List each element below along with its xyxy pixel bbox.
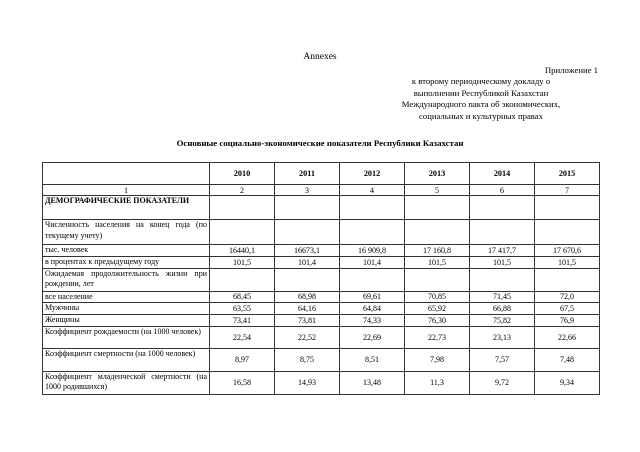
- cell-value: [210, 220, 275, 245]
- cell-value: [405, 196, 470, 220]
- cell-value: 68,98: [275, 291, 340, 303]
- cell-value: 101,5: [535, 257, 600, 269]
- year-header-cell: 2012: [340, 163, 405, 185]
- cell-value: 22,52: [275, 326, 340, 348]
- row-label: ДЕМОГРАФИЧЕСКИЕ ПОКАЗАТЕЛИ: [43, 196, 210, 220]
- appendix-line: социальных и культурных правах: [419, 110, 543, 121]
- cell-value: 8,51: [340, 348, 405, 371]
- cell-value: 73,81: [275, 314, 340, 326]
- row-label: Женщины: [43, 314, 210, 326]
- row-label: все население: [43, 291, 210, 303]
- cell-value: 101,5: [405, 257, 470, 269]
- cell-value: 22,73: [405, 326, 470, 348]
- year-header-cell: 2015: [535, 163, 600, 185]
- cell-value: 101,4: [340, 257, 405, 269]
- cell-value: 101,5: [470, 257, 535, 269]
- column-number-cell: 7: [535, 185, 600, 196]
- row-label: в процентах к предыдущему году: [43, 257, 210, 269]
- cell-value: 64,84: [340, 303, 405, 315]
- cell-value: 8,75: [275, 348, 340, 371]
- cell-value: 74,33: [340, 314, 405, 326]
- cell-value: 13,48: [340, 371, 405, 394]
- cell-value: [470, 220, 535, 245]
- indicators-table: [42, 162, 600, 395]
- cell-value: 7,57: [470, 348, 535, 371]
- table-row: [43, 303, 600, 315]
- cell-value: 16673,1: [275, 245, 340, 257]
- column-number-cell: 6: [470, 185, 535, 196]
- row-label: Численность населения на конец года (по текущему учету): [43, 220, 210, 245]
- cell-value: 7,48: [535, 348, 600, 371]
- year-header-row: [43, 163, 600, 185]
- table-body: [43, 196, 600, 395]
- cell-value: [210, 268, 275, 291]
- cell-value: 75,82: [470, 314, 535, 326]
- cell-value: [210, 196, 275, 220]
- table-row: [43, 257, 600, 269]
- row-label: тыс. человек: [43, 245, 210, 257]
- cell-value: 76,9: [535, 314, 600, 326]
- cell-value: [535, 220, 600, 245]
- appendix-line: к второму периодическому докладу о: [411, 76, 551, 87]
- year-header-cell: 2010: [210, 163, 275, 185]
- cell-value: [535, 268, 600, 291]
- cell-value: [275, 220, 340, 245]
- table-row: [43, 291, 600, 303]
- cell-value: 72,0: [535, 291, 600, 303]
- cell-value: 9,34: [535, 371, 600, 394]
- cell-value: [470, 268, 535, 291]
- table-row: [43, 245, 600, 257]
- cell-value: 101,5: [210, 257, 275, 269]
- table-row: [43, 348, 600, 371]
- year-header-cell: 2013: [405, 163, 470, 185]
- cell-value: 17 160,8: [405, 245, 470, 257]
- cell-value: 22,66: [535, 326, 600, 348]
- cell-value: [405, 220, 470, 245]
- row-label: Мужчины: [43, 303, 210, 315]
- cell-value: [405, 268, 470, 291]
- cell-value: [275, 196, 340, 220]
- cell-value: 17 417,7: [470, 245, 535, 257]
- cell-value: 16440,1: [210, 245, 275, 257]
- table-row: [43, 326, 600, 348]
- column-number-cell: 5: [405, 185, 470, 196]
- document-title: Основные социально-экономические показатели Республики Казахстан: [176, 138, 464, 148]
- cell-value: 14,93: [275, 371, 340, 394]
- year-header-cell: 2011: [275, 163, 340, 185]
- appendix-line: Приложение 1: [544, 65, 598, 75]
- cell-value: 67,5: [535, 303, 600, 315]
- cell-value: 7,98: [405, 348, 470, 371]
- cell-value: [340, 268, 405, 291]
- appendix-note: [364, 65, 598, 122]
- cell-value: 71,45: [470, 291, 535, 303]
- cell-value: 8,97: [210, 348, 275, 371]
- cell-value: [470, 196, 535, 220]
- cell-value: 16,58: [210, 371, 275, 394]
- cell-value: [340, 220, 405, 245]
- cell-value: [340, 196, 405, 220]
- cell-value: 66,88: [470, 303, 535, 315]
- cell-value: 22,54: [210, 326, 275, 348]
- column-number-cell: 4: [340, 185, 405, 196]
- cell-value: 16 909,8: [340, 245, 405, 257]
- table-row: [43, 268, 600, 291]
- cell-value: 69,61: [340, 291, 405, 303]
- row-label: Коэффициент младенческой смертности (на 1000 родившихся): [43, 371, 210, 394]
- cell-value: 63,55: [210, 303, 275, 315]
- cell-value: 65,92: [405, 303, 470, 315]
- annexes-heading: Annexes: [303, 52, 337, 62]
- row-label: Ожидаемая продолжительность жизни при рождении, лет: [43, 268, 210, 291]
- table-row: [43, 371, 600, 394]
- table-row: [43, 220, 600, 245]
- cell-value: 70,85: [405, 291, 470, 303]
- corner-cell: [43, 163, 210, 185]
- cell-value: 11,3: [405, 371, 470, 394]
- cell-value: 64,16: [275, 303, 340, 315]
- cell-value: [275, 268, 340, 291]
- cell-value: 17 670,6: [535, 245, 600, 257]
- cell-value: 73,41: [210, 314, 275, 326]
- column-number-cell: 2: [210, 185, 275, 196]
- cell-value: 68,45: [210, 291, 275, 303]
- column-number-cell: 3: [275, 185, 340, 196]
- year-header-cell: 2014: [470, 163, 535, 185]
- row-label: Коэффициент смертности (на 1000 человек): [43, 348, 210, 371]
- cell-value: [535, 196, 600, 220]
- appendix-line: Международного пакта об экономических,: [401, 99, 561, 110]
- cell-value: 101,4: [275, 257, 340, 269]
- column-number-row: [43, 185, 600, 196]
- cell-value: 76,30: [405, 314, 470, 326]
- cell-value: 9,72: [470, 371, 535, 394]
- cell-value: 23,13: [470, 326, 535, 348]
- table-row: [43, 196, 600, 220]
- cell-value: 22,69: [340, 326, 405, 348]
- appendix-line: выполнении Республикой Казахстан: [413, 87, 549, 98]
- column-number-cell: 1: [43, 185, 210, 196]
- row-label: Коэффициент рождаемости (на 1000 человек): [43, 326, 210, 348]
- table-row: [43, 314, 600, 326]
